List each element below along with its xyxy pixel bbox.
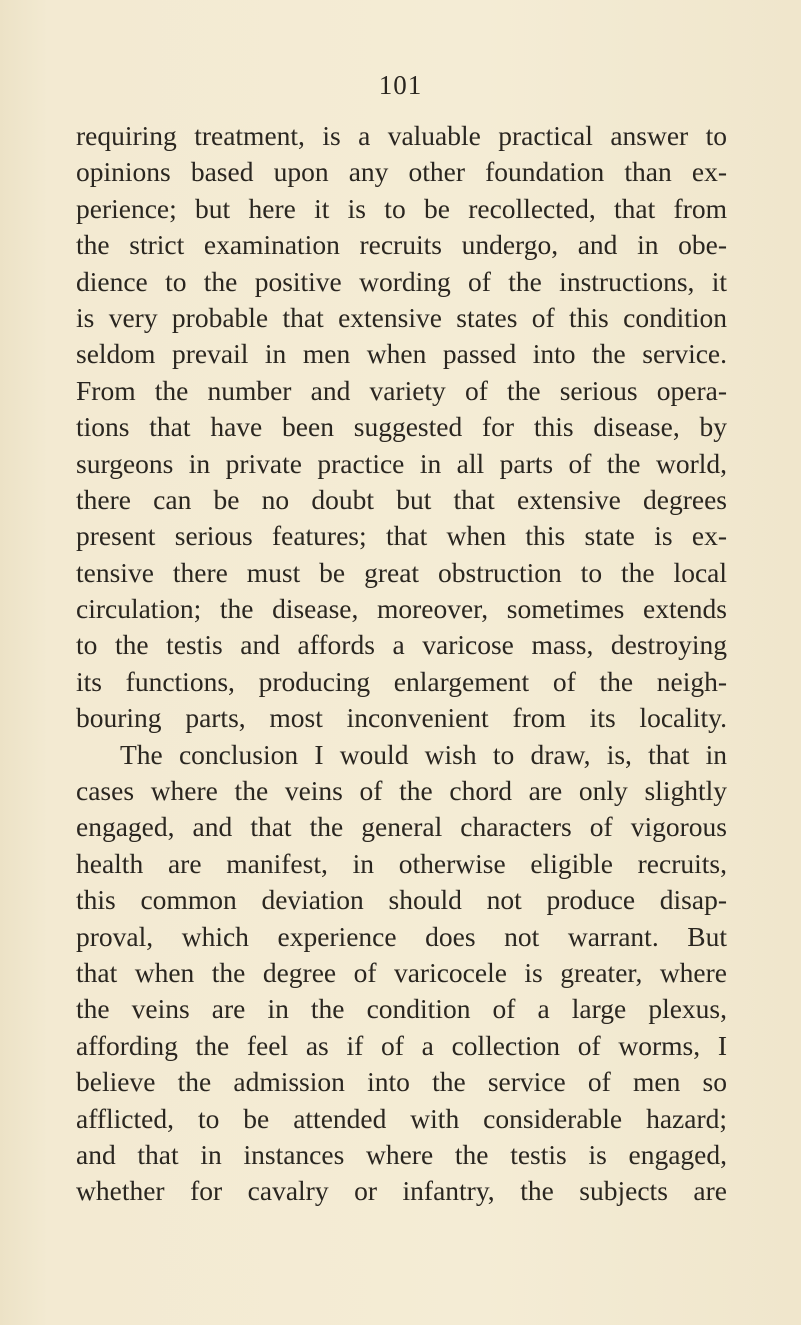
text-line: seldom prevail in men when passed into the service. [76, 338, 727, 370]
text-line: whether for cavalry or infantry, the subjects are [76, 1175, 727, 1207]
text-line: surgeons in private practice in all parts of the world, [76, 447, 727, 479]
text-line: bouring parts, most inconvenient from its locality. [76, 702, 727, 734]
text-line: tensive there must be great obstruction to the local [76, 556, 727, 588]
page-number: 101 [378, 70, 423, 100]
text-line: cases where the veins of the chord are only slightly [76, 775, 727, 807]
text-line: health are manifest, in otherwise eligible recruits, [76, 847, 727, 879]
text-line: dience to the positive wording of the instructions, it [76, 265, 727, 297]
text-line: proval, which experience does not warrant. But [76, 920, 727, 952]
text-line: the veins are in the condition of a large plexus, [76, 993, 727, 1025]
text-line: its functions, producing enlargement of the neigh- [76, 665, 727, 697]
text-line: circulation; the disease, moreover, sometimes extends [76, 593, 727, 625]
body-text [76, 118, 727, 1210]
text-line: affording the feel as if of a collection of worms, I [76, 1029, 727, 1061]
text-line: engaged, and that the general characters of vigorous [76, 811, 727, 843]
text-line: afflicted, to be attended with considerable hazard; [76, 1102, 727, 1134]
text-line: believe the admission into the service of men so [76, 1066, 727, 1098]
text-line: present serious features; that when this state is ex- [76, 520, 727, 552]
text-line: the strict examination recruits undergo, and in obe- [76, 229, 727, 261]
text-line: is very probable that extensive states of this condition [76, 301, 727, 333]
text-line: tions that have been suggested for this disease, by [76, 411, 727, 443]
text-line: opinions based upon any other foundation than ex- [76, 156, 727, 188]
text-line: to the testis and affords a varicose mass, destroying [76, 629, 727, 661]
text-line: From the number and variety of the serious opera- [76, 374, 727, 406]
text-line: perience; but here it is to be recollected, that from [76, 192, 727, 224]
text-line: there can be no doubt but that extensive degrees [76, 483, 727, 515]
text-line: requiring treatment, is a valuable practical answer to [76, 120, 727, 151]
text-line: and that in instances where the testis is engaged, [76, 1138, 727, 1170]
text-line: this common deviation should not produce disap- [76, 884, 727, 916]
text-line: that when the degree of varicocele is greater, where [76, 956, 727, 988]
paragraph-start-line: The conclusion I would wish to draw, is, that in [120, 738, 727, 770]
